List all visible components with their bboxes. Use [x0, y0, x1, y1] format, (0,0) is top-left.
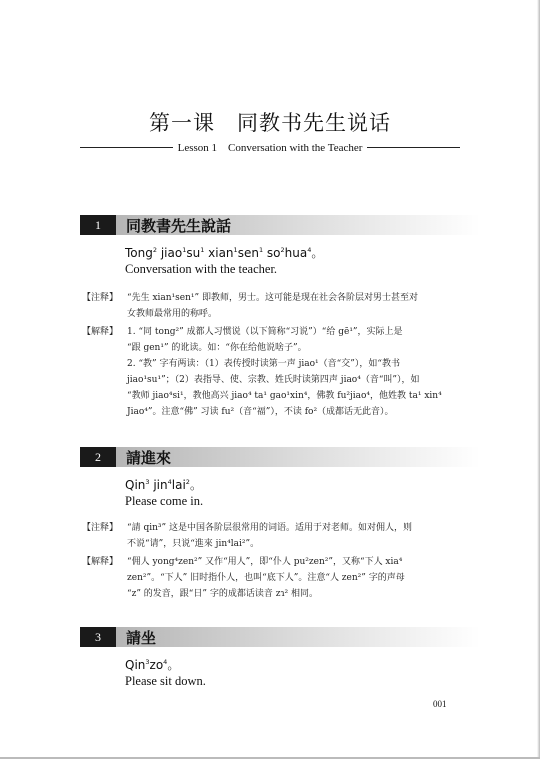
section-1-header [80, 214, 480, 236]
note-line: zen²”。“下人” 旧时指仆人，也叫“底下人”。注意“人 zen²” 字的声母 [127, 573, 405, 583]
section-2-pinyin: Qin$^3$ jin$^4$lai$^2$。 [125, 478, 202, 492]
section-2-english: Please come in. [125, 494, 204, 508]
note-line: jiao¹su¹”；（2）表指导、使、宗教、姓氏时读第四声 jiao⁴（音“叫”），如 [127, 375, 420, 385]
subtitle-rule-right [367, 147, 460, 148]
section-1-number: 1 [80, 215, 116, 235]
section-2-header [80, 446, 480, 468]
note-line: 不说“请”，只说“進來 jin⁴lai²”。 [127, 539, 260, 549]
annotation-tag: 【注释】 [82, 293, 119, 303]
subtitle-rule-left [80, 147, 173, 148]
explanation-tag: 【解释】 [82, 327, 119, 337]
note-line: “先生 xian¹sen¹” 即教师，男士。这可能是现在社会各阶层对男士甚至对 [127, 293, 418, 303]
section-3-header [80, 626, 480, 648]
section-1-heading: 同教書先生說話 [116, 215, 480, 235]
section-2-annotation [82, 520, 462, 552]
note-line: 1. “同 tong²” 成都人习惯说（以下简称“习说”）“给 gē¹”，实际上是 [127, 327, 403, 337]
section-2-explanation [82, 554, 462, 602]
section-3-pinyin: $Qin^3zo^4$。 [125, 658, 180, 672]
page-number: 001 [433, 699, 447, 709]
note-line: “請 qin³” 这是中国各阶层很常用的词语。适用于对老师。如对佣人，则 [127, 523, 412, 533]
note-line: “z” 的发音，跟“日” 字的成都话读音 zɿ² 相同。 [127, 589, 319, 599]
section-2-number: 2 [80, 447, 116, 467]
note-line: 2. “教” 字有两读：（1）表传授时读第一声 jiao¹（音“交”），如“教书 [127, 359, 400, 369]
annotation-tag: 【注释】 [82, 523, 119, 533]
section-1-annotation [82, 290, 462, 322]
section-2-heading: 請進來 [116, 447, 480, 467]
note-line: “佣人 yong⁴zen²” 又作“用人”，即“仆人 pu²zen²”，又称“下人 xia⁴ [127, 557, 403, 567]
section-1-explanation [82, 324, 462, 420]
section-3-number: 3 [80, 627, 116, 647]
section-3-heading: 請坐 [116, 627, 480, 647]
note-line: Jiao⁴”。注意“佛” 习读 fu²（音“福”），不读 fo²（成都话无此音）。 [127, 407, 394, 417]
section-3-english: Please sit down. [125, 674, 206, 688]
explanation-tag: 【解释】 [82, 557, 119, 567]
note-line: “跟 gen¹” 的讹读。如：“你在给他说啥子”。 [127, 343, 307, 353]
lesson-subtitle: Lesson 1 Conversation with the Teacher [177, 142, 363, 154]
note-line: 女教师最常用的称呼。 [127, 309, 218, 319]
lesson-subtitle-row [80, 139, 460, 155]
note-line: “教师 jiao⁴si¹，教他高兴 jiao⁴ ta¹ gao¹xin⁴，佛教 fu²jiao⁴，他姓教 ta¹ xin⁴ [127, 391, 442, 401]
section-1-english: Conversation with the teacher. [125, 262, 278, 276]
lesson-title: 第一课 同教书先生说话 [149, 111, 391, 135]
section-1-pinyin: Tong$^2$ $jiao^1su^1$ xian$^1$sen$^1$ $so^2hua^4$。 [125, 246, 324, 260]
